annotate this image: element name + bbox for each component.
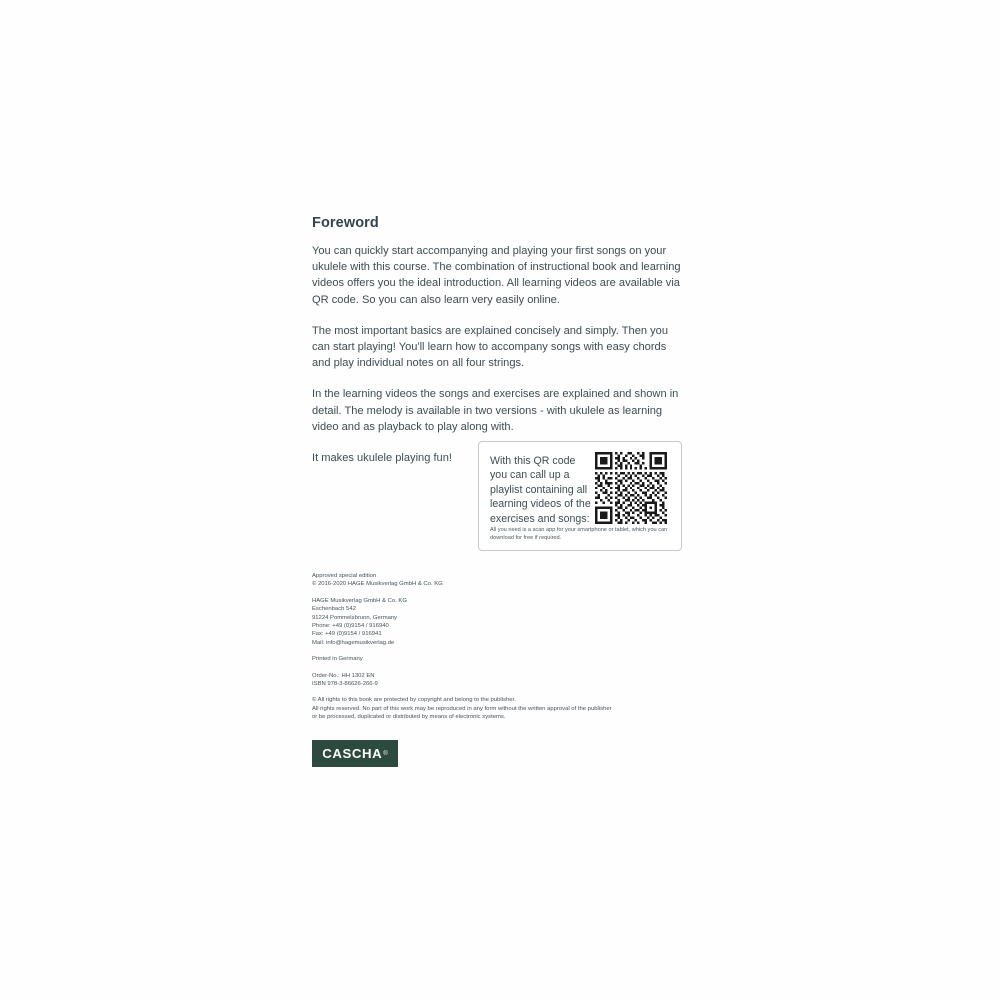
qr-code-icon[interactable] <box>595 452 667 524</box>
imprint-line: Printed in Germany <box>312 656 363 663</box>
imprint-line: Approved special edition <box>312 573 377 579</box>
imprint-publisher-address <box>312 597 692 647</box>
imprint-line: ISBN 978-3-86626-266-9 <box>312 681 378 688</box>
imprint-line: Order-No.: HH 1302 EN <box>312 672 375 679</box>
foreword-paragraph-3: In the learning videos the songs and exercises are explained and shown in detail. The melody is available in two versions - with ukulele as learning video and as playback to play along with. <box>312 388 679 433</box>
imprint-line: 91224 Pommelsbrunn, Germany <box>312 614 398 621</box>
imprint-printed-in <box>312 655 692 663</box>
imprint-order-numbers <box>312 672 692 689</box>
imprint-line: HAGE Musikverlag GmbH & Co. KG <box>312 597 407 604</box>
imprint-line: Mail: info@hagemusikverlag.de <box>312 639 395 646</box>
foreword-paragraph-1: You can quickly start accompanying and playing your first songs on your ukulele with this course. The combination of instructional book and learning videos offers you the ideal introduction. All learning videos are available via QR code. So you can also learn very easily online. <box>312 245 681 306</box>
page-title: Foreword <box>312 215 379 231</box>
cascha-logo <box>312 740 398 767</box>
imprint-line: © All rights to this book are protected by copyright and belong to the publisher. <box>312 697 516 704</box>
qr-panel-note: All you need is a scan app for your smartphone or tablet, which you can download for free if required. <box>490 527 668 541</box>
logo-wordmark: CASCHA <box>322 746 383 761</box>
imprint-line: © 2016-2020 HAGE Musikverlag GmbH & Co. KG <box>312 581 443 588</box>
imprint-line: Phone: +49 (0)9154 / 916940 <box>312 623 389 630</box>
foreword-paragraph-4: It makes ukulele playing fun! <box>312 452 452 465</box>
qr-code-panel <box>478 441 682 551</box>
foreword-section <box>312 215 684 466</box>
trademark-symbol: ® <box>383 750 388 757</box>
imprint-copyright-notice <box>312 696 692 721</box>
imprint-line: All rights reserved. No part of this work may be reproduced in any form without the written approval of the publisher <box>312 705 612 712</box>
imprint-line: Eschenbach 542 <box>312 606 356 613</box>
imprint-block <box>312 572 692 722</box>
foreword-paragraph-2: The most important basics are explained concisely and simply. Then you can start playing! You'll learn how to accompany songs with easy chords and play individual notes on all four strings. <box>312 324 668 370</box>
imprint-line: Fax: +49 (0)9154 / 916941 <box>312 631 382 638</box>
imprint-edition <box>312 572 692 589</box>
imprint-line: or be processed, duplicated or distributed by means of electronic systems. <box>312 714 506 721</box>
qr-panel-text: With this QR code you can call up a playlist containing all learning videos of the exercises and songs: <box>490 455 591 525</box>
